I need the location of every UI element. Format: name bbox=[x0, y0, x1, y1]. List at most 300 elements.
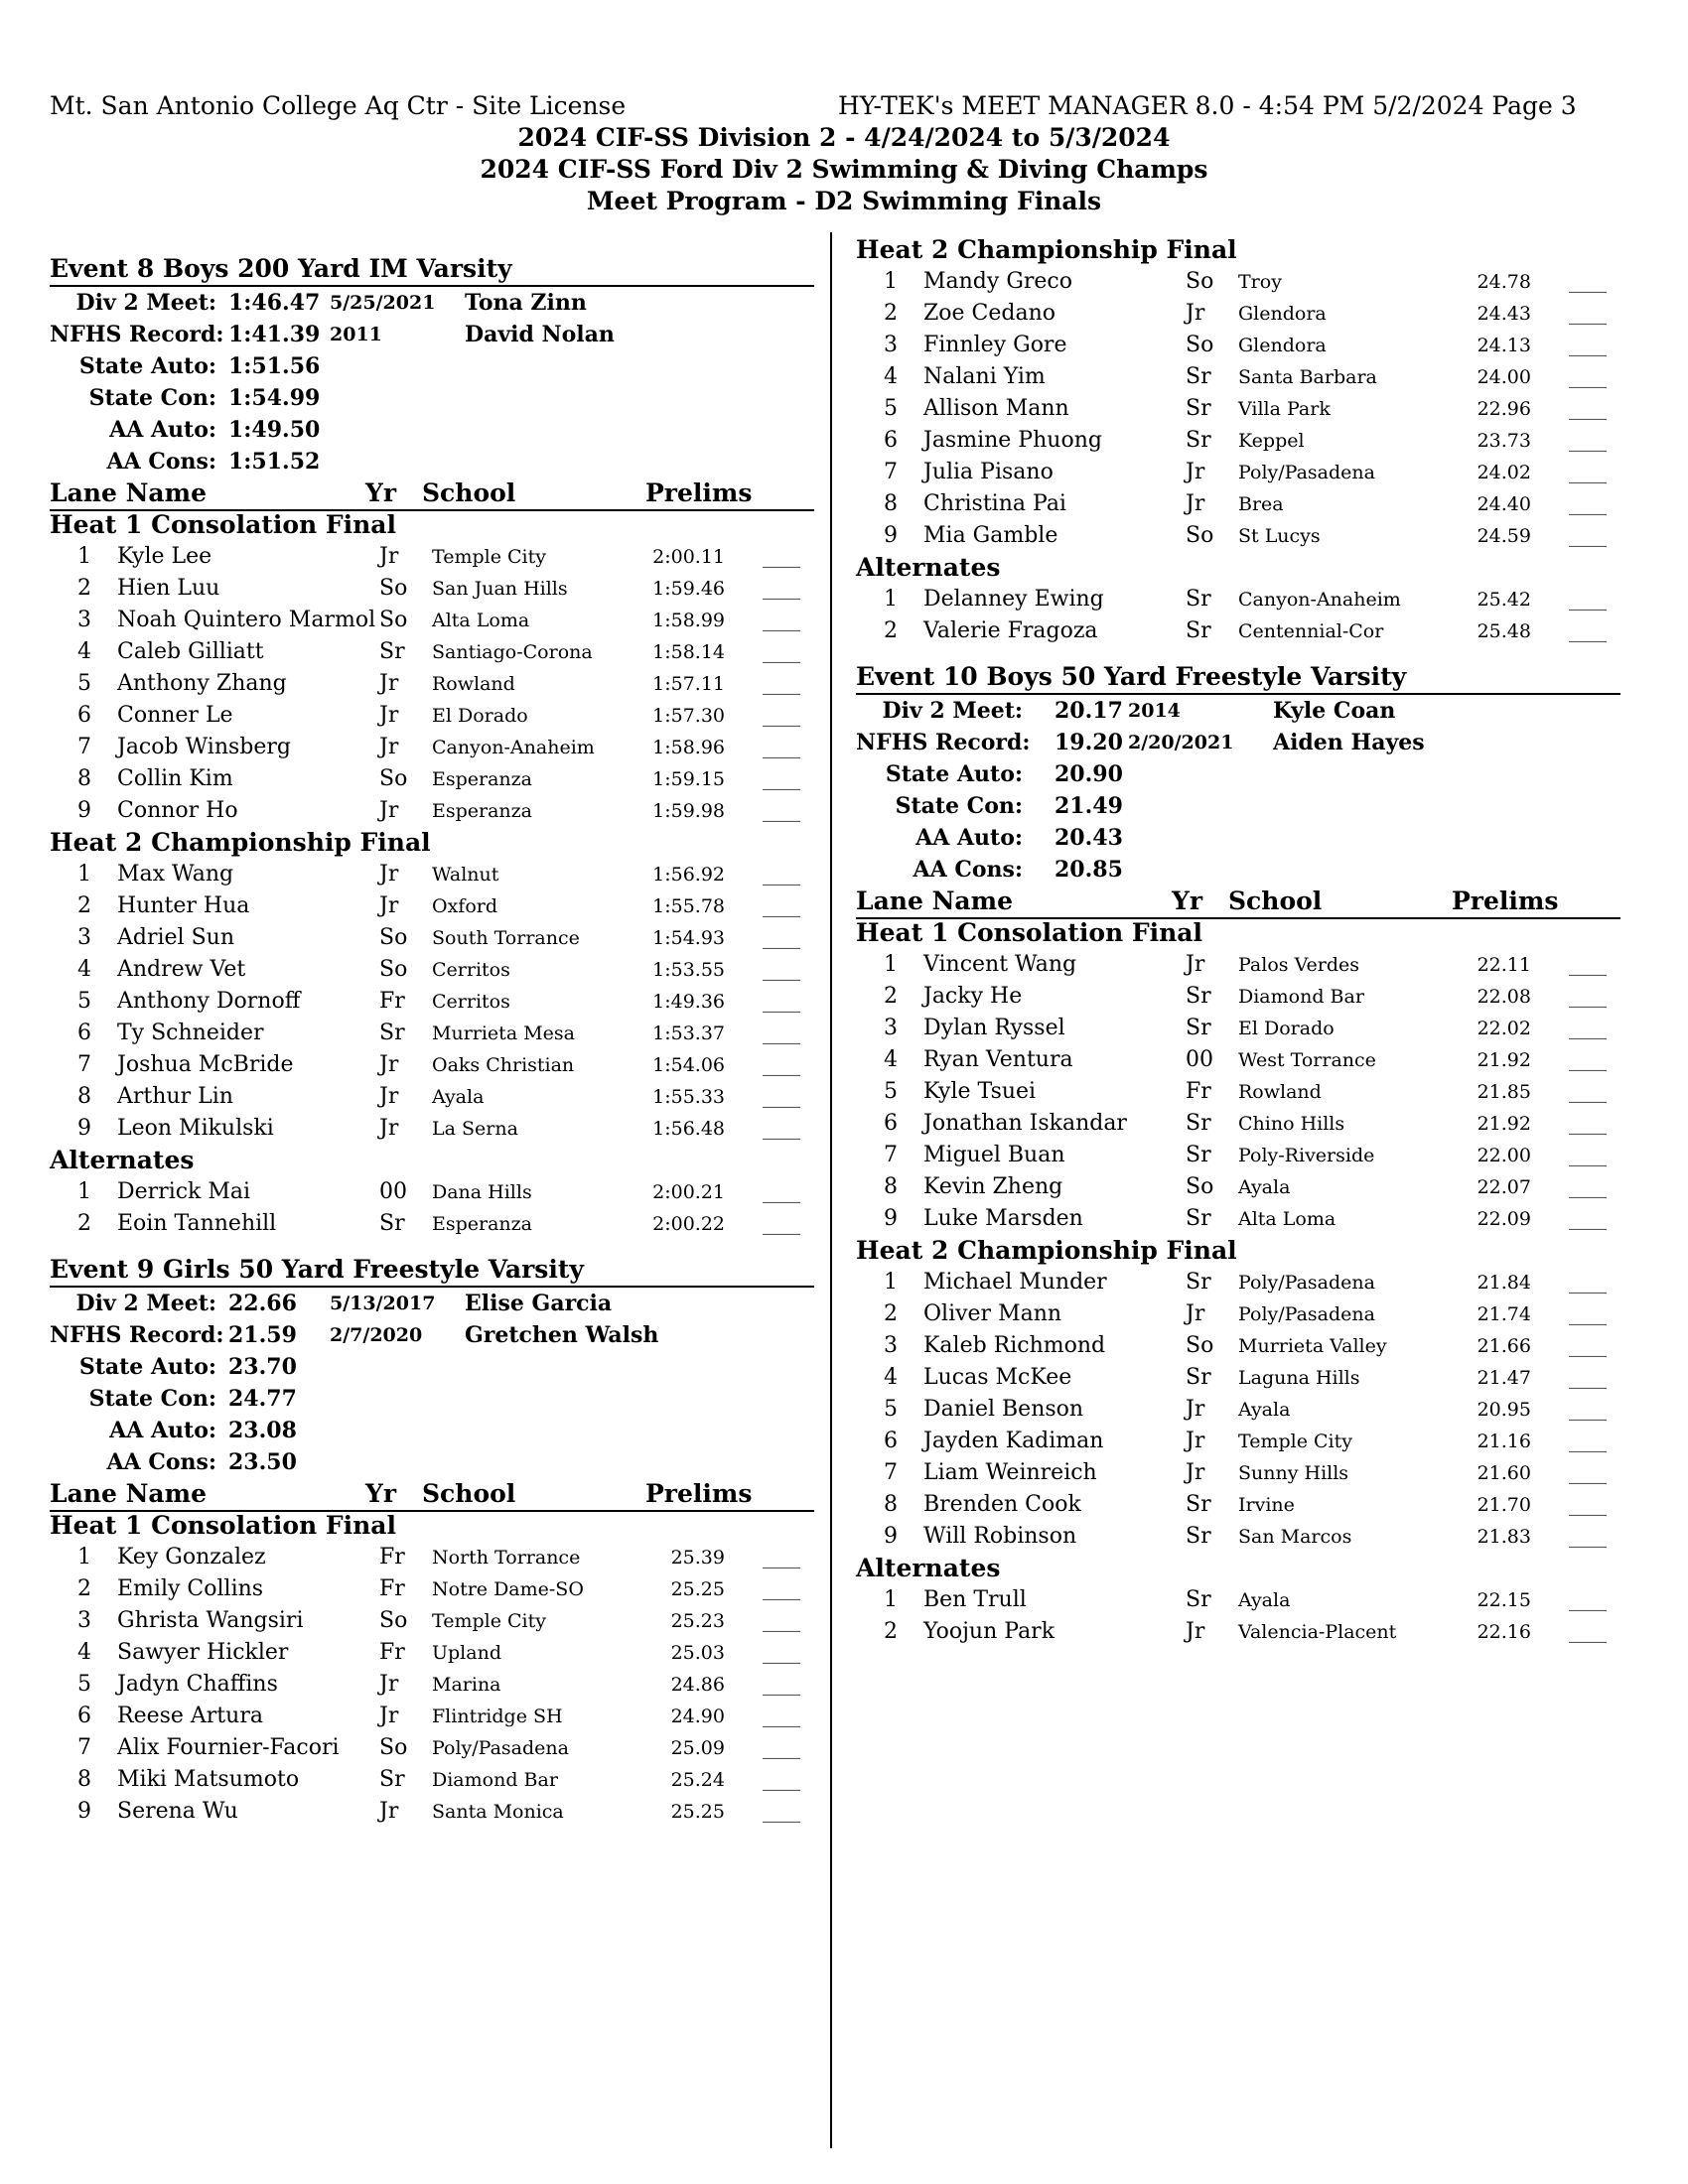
prelim-time: 21.66 bbox=[1477, 1335, 1531, 1357]
entry-row bbox=[50, 1796, 824, 1828]
prelim-time: 22.16 bbox=[1477, 1621, 1531, 1643]
swimmer-name: Yoojun Park bbox=[923, 1619, 1055, 1644]
finals-blank: ____ bbox=[1569, 1113, 1607, 1135]
school-name: Walnut bbox=[432, 864, 499, 886]
record-row bbox=[856, 822, 1620, 854]
swimmer-name: Julia Pisano bbox=[923, 460, 1054, 484]
school-name: Poly-Riverside bbox=[1238, 1145, 1375, 1166]
record-label: AA Cons: bbox=[106, 1449, 216, 1475]
prelim-time: 1:58.14 bbox=[652, 641, 725, 663]
heat-title: Heat 1 Consolation Final bbox=[50, 1511, 396, 1540]
class-year: Sr bbox=[1186, 1111, 1211, 1136]
entry-row bbox=[50, 890, 824, 922]
swimmer-name: Luke Marsden bbox=[923, 1206, 1083, 1231]
prelim-time: 24.43 bbox=[1477, 303, 1531, 325]
entry-row bbox=[856, 266, 1630, 298]
meet-title: 2024 CIF-SS Division 2 - 4/24/2024 to 5/3/2024 bbox=[517, 123, 1171, 152]
swimmer-name: Arthur Lin bbox=[117, 1084, 233, 1109]
swimmer-name: Dylan Ryssel bbox=[923, 1016, 1065, 1040]
record-label: NFHS Record: bbox=[50, 1322, 224, 1348]
lane-number: 5 bbox=[77, 1672, 91, 1697]
class-year: Jr bbox=[379, 1799, 399, 1824]
finals-blank: ____ bbox=[763, 1706, 800, 1727]
lane-number: 4 bbox=[77, 1640, 91, 1665]
school-name: Esperanza bbox=[432, 800, 533, 822]
column-header bbox=[50, 478, 814, 511]
class-year: Jr bbox=[1186, 491, 1205, 516]
lane-number: 2 bbox=[884, 618, 898, 643]
entry-row bbox=[50, 1176, 824, 1208]
prelim-time: 21.16 bbox=[1477, 1431, 1531, 1452]
entry-row bbox=[856, 981, 1630, 1013]
prelim-time: 1:54.93 bbox=[652, 927, 725, 949]
school-name: San Juan Hills bbox=[432, 578, 568, 600]
record-time: 20.90 bbox=[1055, 761, 1123, 787]
entry-row bbox=[50, 700, 824, 732]
class-year: Sr bbox=[1186, 364, 1211, 389]
lane-number: 2 bbox=[77, 893, 91, 918]
meet-manager-stamp: HY-TEK's MEET MANAGER 8.0 - 4:54 PM 5/2/2024 Page 3 bbox=[838, 91, 1577, 120]
lane-number: 3 bbox=[884, 1016, 898, 1040]
event-8-title: Event 8 Boys 200 Yard IM Varsity bbox=[50, 253, 814, 287]
swimmer-name: Delanney Ewing bbox=[923, 587, 1104, 612]
swimmer-name: Kaleb Richmond bbox=[923, 1333, 1106, 1358]
finals-blank: ____ bbox=[1569, 954, 1607, 976]
swimmer-name: Liam Weinreich bbox=[923, 1460, 1097, 1485]
school-name: West Torrance bbox=[1238, 1049, 1376, 1071]
event-9-title: Event 9 Girls 50 Yard Freestyle Varsity bbox=[50, 1254, 814, 1288]
finals-blank: ____ bbox=[763, 768, 800, 790]
class-year: So bbox=[1186, 1333, 1214, 1358]
class-year: Sr bbox=[1186, 428, 1211, 453]
entry-row bbox=[50, 922, 824, 954]
school-name: St Lucys bbox=[1238, 525, 1321, 547]
record-label: NFHS Record: bbox=[856, 730, 1031, 755]
lane-number: 5 bbox=[77, 671, 91, 696]
entry-row bbox=[50, 732, 824, 763]
record-holder: Gretchen Walsh bbox=[465, 1322, 659, 1348]
record-row bbox=[50, 319, 814, 350]
prelim-time: 1:53.55 bbox=[652, 959, 725, 981]
class-year: Sr bbox=[1186, 1587, 1211, 1612]
school-name: South Torrance bbox=[432, 927, 580, 949]
record-row bbox=[856, 695, 1620, 727]
class-year: So bbox=[379, 1608, 408, 1633]
entry-row bbox=[50, 1049, 824, 1081]
school-name: Ayala bbox=[1238, 1176, 1291, 1198]
school-name: Temple City bbox=[432, 1610, 546, 1632]
entry-row bbox=[50, 1701, 824, 1732]
prelim-time: 1:53.37 bbox=[652, 1023, 725, 1044]
school-name: Cerritos bbox=[432, 991, 510, 1013]
lane-number: 2 bbox=[77, 1576, 91, 1601]
finals-blank: ____ bbox=[763, 1642, 800, 1664]
prelim-time: 1:57.30 bbox=[652, 705, 725, 727]
meet-subtitle: 2024 CIF-SS Ford Div 2 Swimming & Diving Champs bbox=[480, 155, 1208, 184]
swimmer-name: Christina Pai bbox=[923, 491, 1066, 516]
lane-number: 7 bbox=[77, 735, 91, 759]
swimmer-name: Jonathan Iskandar bbox=[923, 1111, 1127, 1136]
school-name: El Dorado bbox=[1238, 1018, 1335, 1039]
school-name: Laguna Hills bbox=[1238, 1367, 1360, 1389]
class-year: Fr bbox=[379, 989, 405, 1014]
record-label: Div 2 Meet: bbox=[75, 290, 216, 316]
prelim-time: 22.11 bbox=[1477, 954, 1531, 976]
prelim-time: 24.13 bbox=[1477, 335, 1531, 356]
class-year: Sr bbox=[379, 639, 405, 664]
entry-row bbox=[50, 1669, 824, 1701]
swimmer-name: Alix Fournier-Facori bbox=[117, 1735, 340, 1760]
prelim-time: 1:59.98 bbox=[652, 800, 725, 822]
record-label: State Con: bbox=[895, 793, 1023, 819]
finals-blank: ____ bbox=[763, 991, 800, 1013]
finals-blank: ____ bbox=[763, 927, 800, 949]
prelim-time: 25.23 bbox=[670, 1610, 725, 1632]
prelim-time: 1:59.46 bbox=[652, 578, 725, 600]
finals-blank: ____ bbox=[1569, 1526, 1607, 1548]
record-label: Div 2 Meet: bbox=[882, 698, 1023, 724]
prelim-time: 25.25 bbox=[670, 1801, 725, 1823]
school-name: Poly/Pasadena bbox=[1238, 462, 1375, 483]
finals-blank: ____ bbox=[1569, 430, 1607, 452]
entry-row bbox=[50, 668, 824, 700]
prelims-header: Prelims bbox=[645, 1479, 753, 1508]
record-time: 24.77 bbox=[228, 1386, 297, 1412]
swimmer-name: Ben Trull bbox=[923, 1587, 1027, 1612]
heat-title: Heat 1 Consolation Final bbox=[50, 510, 396, 539]
entry-row bbox=[50, 986, 824, 1018]
prelim-time: 21.92 bbox=[1477, 1113, 1531, 1135]
record-time: 1:51.56 bbox=[228, 353, 321, 379]
finals-blank: ____ bbox=[1569, 271, 1607, 293]
prelim-time: 22.07 bbox=[1477, 1176, 1531, 1198]
record-row bbox=[856, 727, 1620, 758]
yr-header: Yr bbox=[365, 1479, 397, 1508]
prelim-time: 1:56.92 bbox=[652, 864, 725, 886]
finals-blank: ____ bbox=[763, 895, 800, 917]
school-name: Diamond Bar bbox=[1238, 986, 1364, 1008]
heat-title: Alternates bbox=[856, 1554, 1001, 1582]
lane-number: 1 bbox=[884, 269, 898, 294]
swimmer-name: Ghrista Wangsiri bbox=[117, 1608, 304, 1633]
finals-blank: ____ bbox=[763, 1118, 800, 1140]
entry-row bbox=[50, 605, 824, 636]
class-year: Sr bbox=[1186, 1143, 1211, 1167]
school-name: Alta Loma bbox=[432, 610, 530, 631]
class-year: Sr bbox=[1186, 1016, 1211, 1040]
class-year: So bbox=[379, 925, 408, 950]
finals-blank: ____ bbox=[1569, 1621, 1607, 1643]
class-year: Jr bbox=[379, 1116, 399, 1141]
lane-number: 5 bbox=[884, 396, 898, 421]
entry-row bbox=[50, 763, 824, 795]
lane-number: 7 bbox=[884, 460, 898, 484]
finals-blank: ____ bbox=[1569, 1589, 1607, 1611]
lane-number: 7 bbox=[884, 1460, 898, 1485]
prelims-header: Prelims bbox=[1452, 887, 1559, 915]
prelim-time: 21.84 bbox=[1477, 1272, 1531, 1294]
entry-row bbox=[856, 584, 1630, 615]
finals-blank: ____ bbox=[763, 1023, 800, 1044]
school-name: El Dorado bbox=[432, 705, 528, 727]
class-year: Sr bbox=[379, 1767, 405, 1792]
swimmer-name: Sawyer Hickler bbox=[117, 1640, 289, 1665]
class-year: So bbox=[379, 608, 408, 632]
finals-blank: ____ bbox=[1569, 1018, 1607, 1039]
prelim-time: 24.00 bbox=[1477, 366, 1531, 388]
entry-row bbox=[856, 1426, 1630, 1457]
lane-number: 9 bbox=[884, 1206, 898, 1231]
prelim-time: 21.60 bbox=[1477, 1462, 1531, 1484]
lane-number: 1 bbox=[884, 952, 898, 977]
class-year: 00 bbox=[379, 1179, 407, 1204]
prelim-time: 22.96 bbox=[1477, 398, 1531, 420]
prelim-time: 2:00.11 bbox=[652, 546, 725, 568]
swimmer-name: Collin Kim bbox=[117, 766, 233, 791]
lane-number: 9 bbox=[884, 523, 898, 548]
prelim-time: 21.47 bbox=[1477, 1367, 1531, 1389]
finals-blank: ____ bbox=[763, 1737, 800, 1759]
record-row bbox=[50, 1383, 814, 1415]
finals-blank: ____ bbox=[1569, 525, 1607, 547]
record-time: 1:41.39 bbox=[228, 322, 321, 347]
swimmer-name: Noah Quintero Marmol bbox=[117, 608, 376, 632]
class-year: 00 bbox=[1186, 1047, 1213, 1072]
school-name: Santiago-Corona bbox=[432, 641, 593, 663]
prelim-time: 20.95 bbox=[1477, 1399, 1531, 1421]
entry-row bbox=[50, 1542, 824, 1573]
school-name: Glendora bbox=[1238, 303, 1327, 325]
entry-row bbox=[856, 1140, 1630, 1171]
site-license: Mt. San Antonio College Aq Ctr - Site License bbox=[50, 91, 627, 120]
school-name: Poly/Pasadena bbox=[1238, 1272, 1375, 1294]
school-name: Canyon-Anaheim bbox=[1238, 589, 1401, 611]
record-time: 22.66 bbox=[228, 1291, 297, 1316]
lane-number: 9 bbox=[77, 1799, 91, 1824]
school-name: Temple City bbox=[1238, 1431, 1352, 1452]
heat-title: Heat 2 Championship Final bbox=[856, 1236, 1237, 1265]
finals-blank: ____ bbox=[763, 959, 800, 981]
finals-blank: ____ bbox=[1569, 1303, 1607, 1325]
swimmer-name: Daniel Benson bbox=[923, 1397, 1084, 1422]
school-name: Ayala bbox=[432, 1086, 485, 1108]
lane-number: 1 bbox=[77, 544, 91, 569]
school-name: Esperanza bbox=[432, 1213, 533, 1235]
swimmer-name: Jayden Kadiman bbox=[923, 1429, 1104, 1453]
lane-number: 9 bbox=[77, 1116, 91, 1141]
prelim-time: 21.74 bbox=[1477, 1303, 1531, 1325]
finals-blank: ____ bbox=[1569, 1431, 1607, 1452]
swimmer-name: Anthony Zhang bbox=[117, 671, 287, 696]
finals-blank: ____ bbox=[763, 1181, 800, 1203]
prelim-time: 1:58.96 bbox=[652, 737, 725, 758]
class-year: Jr bbox=[1186, 1397, 1205, 1422]
lane-number: 1 bbox=[77, 1545, 91, 1570]
record-label: Div 2 Meet: bbox=[75, 1291, 216, 1316]
class-year: So bbox=[1186, 269, 1214, 294]
record-holder: Tona Zinn bbox=[465, 290, 587, 316]
finals-blank: ____ bbox=[763, 1801, 800, 1823]
class-year: Sr bbox=[1186, 1524, 1211, 1549]
finals-blank: ____ bbox=[1569, 589, 1607, 611]
school-name: Centennial-Cor bbox=[1238, 620, 1384, 642]
swimmer-name: Derrick Mai bbox=[117, 1179, 251, 1204]
heat-title: Heat 1 Consolation Final bbox=[856, 918, 1202, 947]
school-name: Santa Barbara bbox=[1238, 366, 1377, 388]
class-year: Sr bbox=[379, 1021, 405, 1045]
record-row bbox=[50, 350, 814, 382]
entry-row bbox=[856, 330, 1630, 361]
class-year: Sr bbox=[1186, 1270, 1211, 1295]
prelim-time: 24.59 bbox=[1477, 525, 1531, 547]
finals-blank: ____ bbox=[763, 1086, 800, 1108]
entry-row bbox=[50, 573, 824, 605]
finals-blank: ____ bbox=[763, 1578, 800, 1600]
class-year: Sr bbox=[1186, 618, 1211, 643]
record-holder: Aiden Hayes bbox=[1273, 730, 1425, 755]
class-year: Jr bbox=[1186, 952, 1205, 977]
lane-number: 2 bbox=[884, 301, 898, 326]
class-year: Jr bbox=[379, 671, 399, 696]
finals-blank: ____ bbox=[763, 1769, 800, 1791]
prelim-time: 21.70 bbox=[1477, 1494, 1531, 1516]
entry-row bbox=[856, 1394, 1630, 1426]
record-time: 23.70 bbox=[228, 1354, 297, 1380]
swimmer-name: Ryan Ventura bbox=[923, 1047, 1073, 1072]
yr-header: Yr bbox=[365, 478, 397, 507]
school-name: Santa Monica bbox=[432, 1801, 564, 1823]
record-time: 21.49 bbox=[1055, 793, 1123, 819]
swimmer-name: Finnley Gore bbox=[923, 333, 1067, 357]
swimmer-name: Conner Le bbox=[117, 703, 233, 728]
finals-blank: ____ bbox=[1569, 1176, 1607, 1198]
entry-row bbox=[856, 1584, 1630, 1616]
entry-row bbox=[856, 1108, 1630, 1140]
school-name: Palos Verdes bbox=[1238, 954, 1360, 976]
school-header: School bbox=[1228, 887, 1323, 915]
swimmer-name: Emily Collins bbox=[117, 1576, 264, 1601]
class-year: So bbox=[379, 766, 408, 791]
lane-number: 9 bbox=[77, 798, 91, 823]
swimmer-name: Jasmine Phuong bbox=[923, 428, 1102, 453]
lane-number: 5 bbox=[884, 1397, 898, 1422]
prelim-time: 24.90 bbox=[670, 1706, 725, 1727]
finals-blank: ____ bbox=[1569, 1494, 1607, 1516]
lane-name-header: Lane Name bbox=[856, 887, 1013, 915]
record-time: 23.50 bbox=[228, 1449, 297, 1475]
lane-number: 3 bbox=[884, 333, 898, 357]
entry-row bbox=[50, 1764, 824, 1796]
lane-number: 8 bbox=[884, 1492, 898, 1517]
lane-number: 4 bbox=[77, 957, 91, 982]
prelim-time: 22.15 bbox=[1477, 1589, 1531, 1611]
swimmer-name: Valerie Fragoza bbox=[923, 618, 1098, 643]
swimmer-name: Will Robinson bbox=[923, 1524, 1077, 1549]
record-holder: David Nolan bbox=[465, 322, 615, 347]
school-name: Troy bbox=[1238, 271, 1282, 293]
school-name: Ayala bbox=[1238, 1589, 1291, 1611]
school-name: Brea bbox=[1238, 493, 1284, 515]
swimmer-name: Allison Mann bbox=[923, 396, 1069, 421]
entry-row bbox=[856, 1171, 1630, 1203]
entry-row bbox=[856, 520, 1630, 552]
class-year: Jr bbox=[1186, 460, 1205, 484]
class-year: So bbox=[1186, 523, 1214, 548]
lane-number: 1 bbox=[77, 862, 91, 887]
prelim-time: 24.86 bbox=[670, 1674, 725, 1696]
school-name: Canyon-Anaheim bbox=[432, 737, 595, 758]
record-label: State Con: bbox=[88, 1386, 216, 1412]
swimmer-name: Jadyn Chaffins bbox=[117, 1672, 278, 1697]
prelim-time: 21.85 bbox=[1477, 1081, 1531, 1103]
class-year: Fr bbox=[379, 1576, 405, 1601]
lane-number: 5 bbox=[884, 1079, 898, 1104]
prelim-time: 1:54.06 bbox=[652, 1054, 725, 1076]
lane-number: 1 bbox=[884, 1587, 898, 1612]
class-year: Jr bbox=[379, 544, 399, 569]
lane-number: 7 bbox=[77, 1052, 91, 1077]
prelim-time: 25.25 bbox=[670, 1578, 725, 1600]
swimmer-name: Eoin Tannehill bbox=[117, 1211, 277, 1236]
class-year: So bbox=[1186, 333, 1214, 357]
record-row bbox=[50, 446, 814, 478]
entry-row bbox=[856, 949, 1630, 981]
record-time: 1:54.99 bbox=[228, 385, 321, 411]
finals-blank: ____ bbox=[1569, 1208, 1607, 1230]
lane-number: 2 bbox=[884, 1301, 898, 1326]
class-year: Jr bbox=[1186, 1619, 1205, 1644]
record-time: 1:46.47 bbox=[228, 290, 321, 316]
entry-row bbox=[856, 1267, 1630, 1298]
finals-blank: ____ bbox=[763, 1054, 800, 1076]
entry-row bbox=[856, 1013, 1630, 1044]
entry-row bbox=[856, 1330, 1630, 1362]
school-name: Poly/Pasadena bbox=[1238, 1303, 1375, 1325]
entry-row bbox=[856, 1521, 1630, 1553]
record-row bbox=[50, 382, 814, 414]
class-year: So bbox=[379, 1735, 408, 1760]
prelim-time: 25.48 bbox=[1477, 620, 1531, 642]
finals-blank: ____ bbox=[1569, 462, 1607, 483]
swimmer-name: Key Gonzalez bbox=[117, 1545, 266, 1570]
school-name: Valencia-Placent bbox=[1238, 1621, 1397, 1643]
entry-row bbox=[50, 1208, 824, 1240]
lane-name-header: Lane Name bbox=[50, 478, 207, 507]
program-title: Meet Program - D2 Swimming Finals bbox=[586, 187, 1102, 215]
school-name: Chino Hills bbox=[1238, 1113, 1345, 1135]
record-row bbox=[50, 1288, 814, 1319]
finals-blank: ____ bbox=[1569, 1367, 1607, 1389]
lane-number: 1 bbox=[77, 1179, 91, 1204]
lane-number: 9 bbox=[884, 1524, 898, 1549]
entry-row bbox=[856, 1298, 1630, 1330]
swimmer-name: Kyle Lee bbox=[117, 544, 212, 569]
school-name: Cerritos bbox=[432, 959, 510, 981]
finals-blank: ____ bbox=[763, 1674, 800, 1696]
class-year: Jr bbox=[379, 1672, 399, 1697]
class-year: Sr bbox=[1186, 396, 1211, 421]
lane-number: 8 bbox=[77, 1084, 91, 1109]
prelim-time: 2:00.22 bbox=[652, 1213, 725, 1235]
prelim-time: 25.24 bbox=[670, 1769, 725, 1791]
prelim-time: 24.02 bbox=[1477, 462, 1531, 483]
school-name: Esperanza bbox=[432, 768, 533, 790]
school-name: Rowland bbox=[432, 673, 515, 695]
lane-number: 6 bbox=[77, 1021, 91, 1045]
finals-blank: ____ bbox=[763, 578, 800, 600]
lane-number: 1 bbox=[884, 587, 898, 612]
finals-blank: ____ bbox=[763, 641, 800, 663]
